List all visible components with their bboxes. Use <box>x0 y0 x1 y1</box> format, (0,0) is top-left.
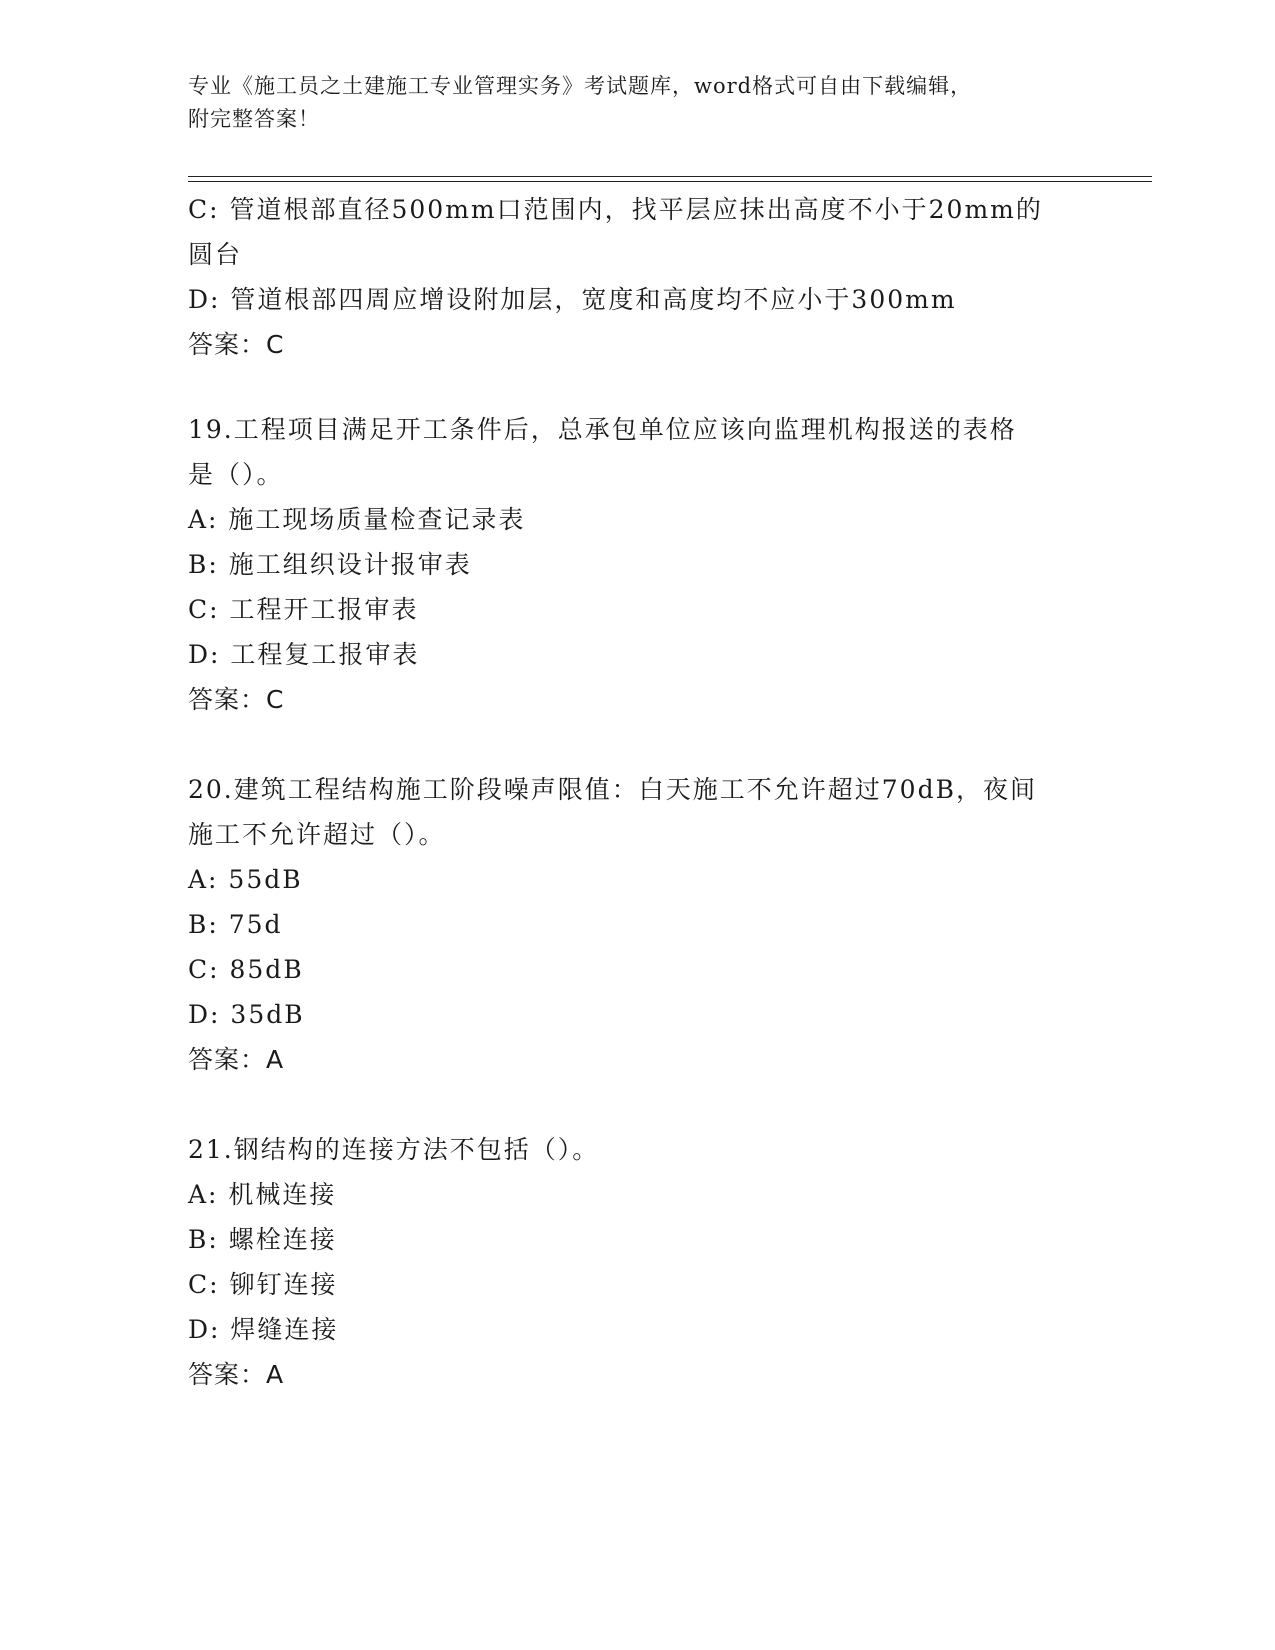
option-d: D: 管道根部四周应增设附加层，宽度和高度均不应小于300mm <box>188 285 957 314</box>
question-stem-continued: 施工不允许超过（）。 <box>188 820 446 849</box>
question-18-continuation <box>188 187 1088 367</box>
option-d: D: 35dB <box>188 1000 305 1029</box>
option-d: D: 工程复工报审表 <box>188 640 420 669</box>
option-b: B: 施工组织设计报审表 <box>188 550 472 579</box>
answer-label: 答案：A <box>188 1045 285 1074</box>
header-rule-top <box>188 176 1152 177</box>
question-stem: 20.建筑工程结构施工阶段噪声限值：白天施工不允许超过70dB，夜间 <box>188 775 1037 804</box>
option-c: C: 管道根部直径500mm口范围内，找平层应抹出高度不小于20mm的 <box>188 195 1043 224</box>
option-c: C: 铆钉连接 <box>188 1270 338 1299</box>
question-21 <box>188 1127 1088 1397</box>
answer-label: 答案：A <box>188 1360 285 1389</box>
option-c: C: 85dB <box>188 955 304 984</box>
header-rule-bottom <box>188 181 1152 182</box>
question-stem: 21.钢结构的连接方法不包括（）。 <box>188 1135 600 1164</box>
option-a: A: 施工现场质量检查记录表 <box>188 505 526 534</box>
question-20 <box>188 767 1088 1082</box>
option-a: A: 机械连接 <box>188 1180 337 1209</box>
question-stem-continued: 是（）。 <box>188 460 284 489</box>
header-line-1: 专业《施工员之土建施工专业管理实务》考试题库，word格式可自由下载编辑， <box>188 74 973 98</box>
question-stem: 19.工程项目满足开工条件后，总承包单位应该向监理机构报送的表格 <box>188 415 1017 444</box>
header-line-2: 附完整答案！ <box>188 107 320 131</box>
answer-label: 答案：C <box>188 685 285 714</box>
document-header <box>188 70 1068 136</box>
option-b: B: 75d <box>188 910 283 939</box>
option-c-continued: 圆台 <box>188 240 243 269</box>
question-19 <box>188 407 1088 722</box>
option-b: B: 螺栓连接 <box>188 1225 337 1254</box>
option-a: A: 55dB <box>188 865 303 894</box>
answer-label: 答案：C <box>188 330 285 359</box>
option-c: C: 工程开工报审表 <box>188 595 419 624</box>
option-d: D: 焊缝连接 <box>188 1315 339 1344</box>
